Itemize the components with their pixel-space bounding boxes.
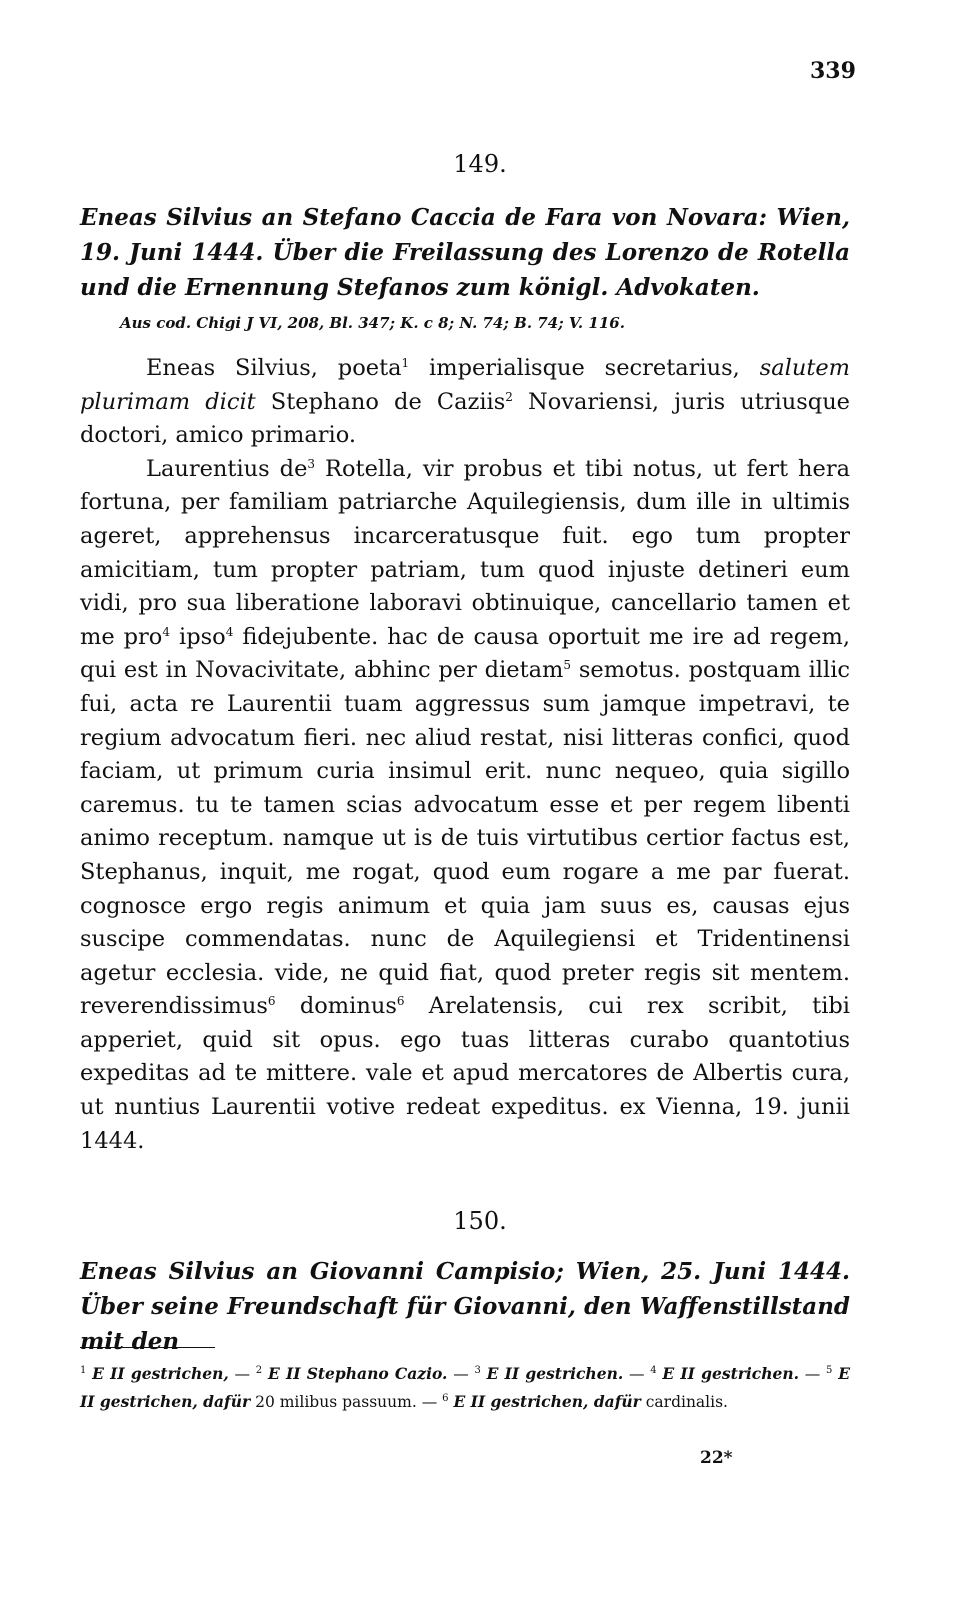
footnote-ref: 3: [307, 456, 316, 471]
footnote-ref: 4: [162, 624, 170, 639]
letter-150-heading: Eneas Silvius an Giovanni Campisio; Wien, 25. Juni 1444. Über seine Freundschaft für Giovanni, den Waffenstillstand mit den: [80, 1258, 850, 1355]
page-number: 339: [810, 58, 856, 84]
main-paragraph: Laurentius $de^3$ Rotella, vir probus et tibi notus, ut fert hera fortuna, per familiam patriarche Aquilegiensis, dum ille in ultimis ageret, apprehensus incarceratusque fuit. ego tum propter amicitiam, tum propter patriam, tum quod injuste detineri eum vidi, pro sua liberatione laboravi obtinuique, cancellario tamen et me pro$^4$ ipso$^4$ fidejubente. hac de causa oportuit me ire ad regem, qui est in Novacivitate, abhinc per dietam$^5$ semotus. postquam illic fui, acta re Laurentii tuam aggressus sum jamque impetravi, te regium advocatum fieri. nec aliud restat, nisi litteras confici, quod faciam, ut primum curia insimul erit. nunc nequeo, quia sigillo caremus. tu te tamen scias advocatum esse et per regem libenti animo receptum. namque ut is de tuis virtutibus certior factus est, Stephanus, inquit, me rogat, quod eum rogare a me par fuerat. cognosce ergo regis animum et quia jam suus es, causas ejus suscipe commendatas. nunc de Aquilegiensi et Tridentinensi agetur ecclesia. vide, ne quid fiat, quod preter regis sit mentem. reverendissimus$^6$ dominus$^6$ Arelatensis, cui rex scribit, tibi apperiet, quid sit opus. ego tuas litteras curabo quantotius expeditas ad te mittere. vale et apud mercatores de Albertis cura, ut nuntius Laurentii votive redeat expeditus. ex Vienna, 19. junii 1444.: [80, 455, 850, 1154]
salutation-paragraph: Eneas Silvius, poeta$^1$ imperialisque secretarius, salutem plurimam dicit Stephano de Caziis$^2$ Novariensi, juris utriusque doctori, amico primario.: [80, 355, 851, 449]
footnotes: $^1$ E II gestrichen, — $^2$ E II Stephano Cazio. — $^3$ E II gestrichen. — $^4$ E II gestrichen. — $^5$ E II gestrichen, dafür 20 milibus passuum. — $^6$ E II gestrichen, dafür cardinalis.: [80, 1364, 851, 1411]
source-citation: Aus cod. Chigi J VI, 208, Bl. 347; K. c 8; N. 74; B. 74; V. 116.: [120, 314, 625, 332]
letter-number-150: 150.: [453, 1207, 507, 1235]
letter-149-heading: Eneas Silvius an Stefano Caccia de Fara von Novara: Wien, 19. Juni 1444. Über die Freilassung des Lorenzo de Rotella und die Ernennung Stefanos zum königl. Advokaten.: [80, 204, 850, 301]
footnote-ref: 6: [267, 994, 276, 1009]
letter-number-149: 149.: [453, 150, 507, 178]
footnote-ref: 5: [563, 658, 572, 673]
footnote-divider: [80, 1347, 215, 1348]
footnote-ref: 4: [225, 624, 234, 639]
signature-mark: 22*: [700, 1448, 733, 1468]
footnote-ref: 1: [401, 356, 410, 370]
footnote-ref: 2: [505, 389, 513, 404]
footnote-ref: 6: [396, 994, 405, 1009]
letter-149-body: [80, 352, 850, 1158]
